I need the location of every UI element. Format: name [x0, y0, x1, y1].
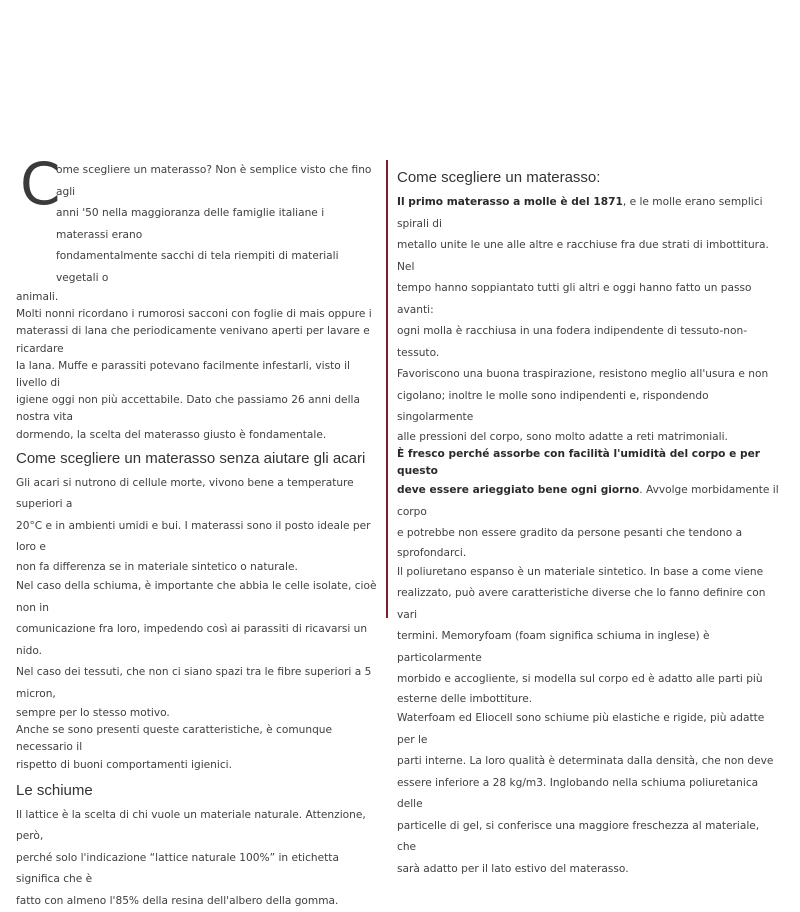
molle-text: , e le molle erano semplici spirali di — [397, 196, 763, 230]
poliuretano-line: termini. Memoryfoam (foam significa schiuma in inglese) è particolarmente — [397, 630, 710, 664]
acari-paragraph — [16, 473, 378, 774]
heading-schiume: Le schiume — [16, 781, 93, 799]
waterfoam-line: parti interne. La loro qualità è determinata dalla densità, che non deve — [397, 755, 774, 768]
fresco-bold: È fresco perché assorbe con facilità l'umidità del corpo e per questo — [397, 447, 761, 477]
molle-paragraph — [397, 192, 781, 446]
waterfoam-line: Waterfoam ed Eliocell sono schiume più elastiche e rigide, più adatte per le — [397, 712, 765, 746]
acari-line: rispetto di buoni comportamenti igienici. — [16, 758, 232, 771]
acari-line: non fa differenza se in materiale sintetico o naturale. — [16, 560, 298, 573]
schiume-paragraph — [16, 805, 378, 912]
poliuretano-line: morbido e accogliente, si modella sul corpo ed è adatto alle parti più — [397, 673, 763, 686]
waterfoam-line: essere inferiore a 28 kg/m3. Inglobando nella schiuma poliuretanica delle — [397, 776, 759, 811]
molle-bold: Il primo materasso a molle è del 1871 — [397, 196, 623, 208]
fresco-line — [397, 480, 781, 523]
intro-line: materassi di lana che periodicamente venivano aperti per lavare e ricardare — [16, 325, 370, 355]
intro-line: animali. — [16, 291, 59, 303]
molle-line: Favoriscono una buona traspirazione, resistono meglio all'usura e non — [397, 368, 769, 380]
schiume-line: Il lattice è la scelta di chi vuole un materiale naturale. Attenzione, però, — [16, 808, 366, 843]
poliuretano-line: realizzato, può avere caratteristiche diverse che lo fanno definire con vari — [397, 587, 766, 621]
molle-line: alle pressioni del corpo, sono molto adatte a reti matrimoniali. — [397, 430, 728, 443]
intro-line: fondamentalmente sacchi di tela riempiti di materiali vegetali o — [56, 250, 339, 284]
left-column — [16, 150, 378, 912]
poliuretano-line: Il poliuretano espanso è un materiale sintetico. In base a come viene — [397, 565, 764, 578]
acari-line: Anche se sono presenti queste caratteristiche, è comunque necessario il — [16, 724, 333, 754]
acari-line: Nel caso dei tessuti, che non ci siano spazi tra le fibre superiori a 5 micron, — [16, 666, 372, 700]
poliuretano-paragraph — [397, 562, 781, 708]
intro-line: dormendo, la scelta del materasso giusto è fondamentale. — [16, 428, 327, 441]
heading-right: Come scegliere un materasso: — [397, 169, 601, 186]
acari-line: Nel caso della schiuma, è importante che abbia le celle isolate, cioè non in — [16, 580, 377, 614]
intro-continuation — [16, 289, 378, 444]
acari-line: Gli acari si nutrono di cellule morte, vivono bene a temperature superiori a — [16, 476, 354, 511]
molle-line: metallo unite le une alle altre e racchiuse fra due strati di imbottitura. Nel — [397, 239, 769, 273]
molle-line: tempo hanno soppiantato tutti gli altri e oggi hanno fatto un passo avanti: — [397, 282, 752, 316]
fresco-paragraph — [397, 446, 781, 562]
schiume-line: perché solo l'indicazione “lattice naturale 100%” in etichetta significa che è — [16, 851, 339, 886]
drop-cap: C — [20, 150, 61, 218]
schiume-line: fatto con almeno l'85% della resina dell'albero della gomma. — [16, 894, 339, 907]
waterfoam-line: particelle di gel, si conferisce una maggiore freschezza al materiale, che — [397, 819, 760, 854]
fresco-text: . Avvolge morbidamente il corpo — [397, 484, 779, 518]
molle-line: cigolano; inoltre le molle sono indipendenti e, rispondendo singolarmente — [397, 389, 709, 423]
right-column — [397, 160, 781, 880]
waterfoam-paragraph — [397, 708, 781, 880]
acari-line: comunicazione fra loro, impedendo così ai parassiti di ricavarsi un nido. — [16, 623, 368, 657]
intro-line: Molti nonni ricordano i rumorosi sacconi con foglie di mais oppure i — [16, 308, 372, 321]
intro-paragraph — [16, 150, 378, 289]
fresco-line — [397, 446, 781, 480]
fresco-line: sprofondarci. — [397, 546, 467, 559]
fresco-bold: deve essere arieggiato bene ogni giorno — [397, 484, 640, 497]
fresco-line: e potrebbe non essere gradito da persone pesanti che tendono a — [397, 527, 743, 540]
heading-acari: Come scegliere un materasso senza aiutare gli acari — [16, 449, 366, 467]
intro-line: igiene oggi non più accettabile. Dato che passiamo 26 anni della nostra vita — [16, 394, 360, 424]
column-divider — [386, 160, 388, 618]
poliuretano-line: esterne delle imbottiture. — [397, 692, 533, 705]
intro-line: ome scegliere un materasso? Non è semplice visto che fino agli — [56, 164, 372, 198]
intro-line: la lana. Muffe e parassiti potevano facilmente infestarli, visto il livello di — [16, 359, 351, 390]
molle-line: ogni molla è racchiusa in una fodera indipendente di tessuto-non-tessuto. — [397, 325, 748, 359]
waterfoam-line: sarà adatto per il lato estivo del materasso. — [397, 862, 629, 875]
acari-line: 20°C e in ambienti umidi e bui. I materassi sono il posto ideale per loro e — [16, 519, 371, 554]
acari-line: sempre per lo stesso motivo. — [16, 707, 170, 720]
molle-line — [397, 192, 781, 235]
intro-line: anni '50 nella maggioranza delle famiglie italiane i materassi erano — [56, 207, 325, 241]
